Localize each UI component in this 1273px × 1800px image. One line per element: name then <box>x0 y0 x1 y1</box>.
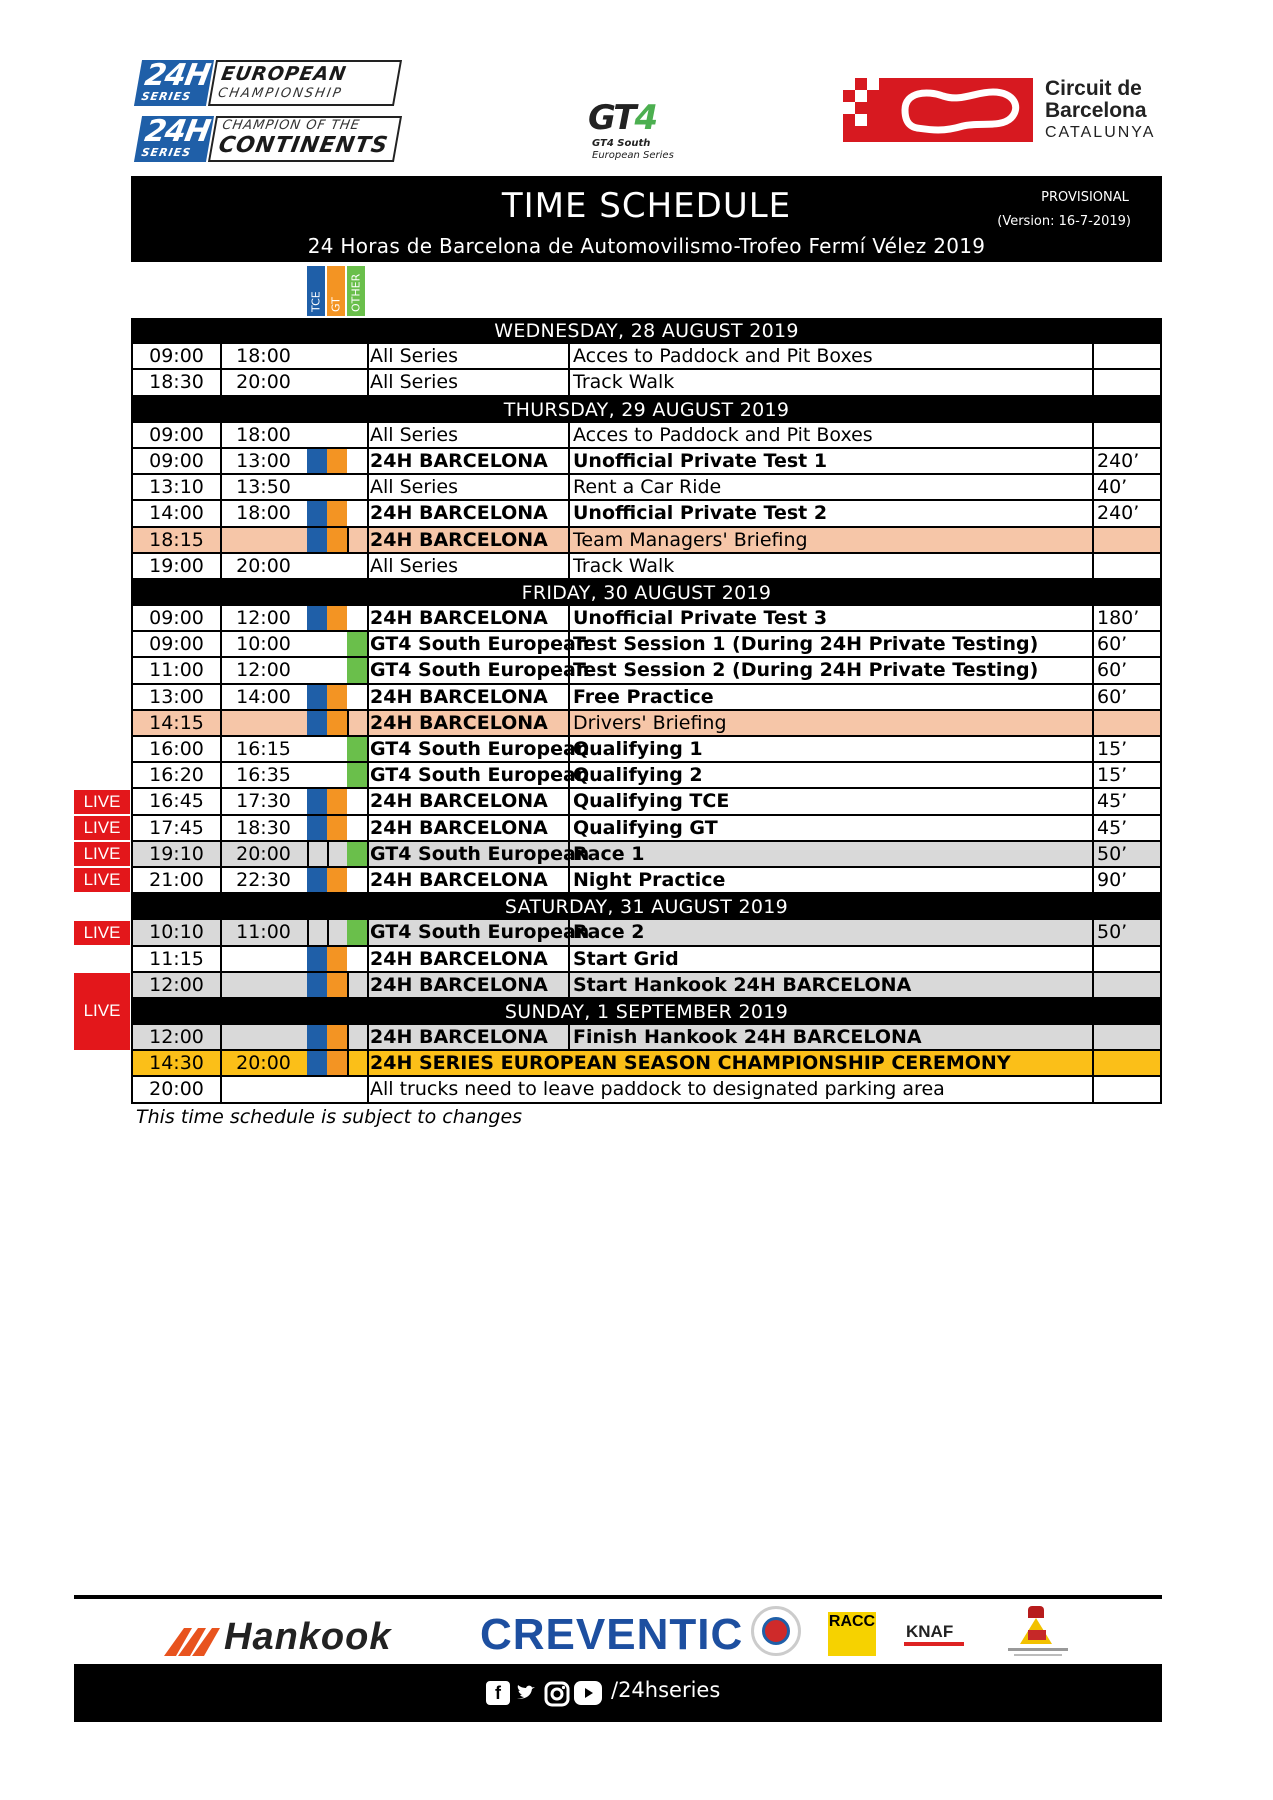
series-cell: GT4 South European <box>367 920 570 944</box>
activity-cell: Team Managers' Briefing <box>570 528 1094 552</box>
schedule-row <box>131 711 1162 737</box>
activity-cell: Test Session 1 (During 24H Private Testing) <box>570 632 1094 656</box>
series-cell: 24H BARCELONA <box>367 449 570 473</box>
gt4-mark: GT <box>588 98 635 138</box>
schedule-row <box>131 920 1162 946</box>
end-time: 20:00 <box>220 554 309 578</box>
category-tce-cell <box>307 632 329 656</box>
status-label: PROVISIONAL <box>1041 190 1129 205</box>
logo-badge-series: SERIES <box>140 146 193 159</box>
category-tce-cell <box>307 737 329 761</box>
category-other-cell <box>347 1025 369 1049</box>
duration-cell <box>1094 344 1160 368</box>
series-cell: 24H BARCELONA <box>367 606 570 630</box>
title-banner <box>131 176 1162 262</box>
creventic-logo: CREVENTIC <box>480 1610 744 1659</box>
series-cell: 24H BARCELONA <box>367 685 570 709</box>
schedule-row <box>131 475 1162 501</box>
start-time: 09:00 <box>133 344 222 368</box>
category-other-cell <box>347 685 369 709</box>
category-other-cell <box>347 554 369 578</box>
category-gt-cell <box>327 528 349 552</box>
duration-cell: 45’ <box>1097 816 1128 839</box>
end-time: 14:00 <box>220 685 309 709</box>
rfeda-logo-icon <box>1008 1606 1068 1658</box>
category-other-cell <box>347 423 369 447</box>
youtube-icon[interactable] <box>574 1681 602 1705</box>
category-other-cell <box>347 737 369 761</box>
category-tce-cell <box>307 501 329 525</box>
category-other-cell <box>347 632 369 656</box>
category-tce-cell <box>307 658 329 682</box>
schedule-row <box>131 973 1162 999</box>
social-handle: /24hseries <box>611 1678 721 1702</box>
category-tce-cell <box>307 370 329 394</box>
activity-cell: Track Walk <box>570 370 1094 394</box>
start-time: 16:45 <box>133 789 222 813</box>
category-tce-cell <box>307 920 329 944</box>
activity-cell: Unofficial Private Test 2 <box>570 501 1094 525</box>
duration-cell <box>1094 947 1160 971</box>
category-gt-cell <box>327 1051 349 1075</box>
start-time: 11:00 <box>133 658 222 682</box>
start-time: 14:00 <box>133 501 222 525</box>
duration-cell <box>1094 711 1160 735</box>
start-time: 14:30 <box>133 1051 222 1075</box>
track-outline-icon <box>843 78 1033 142</box>
activity-cell: Acces to Paddock and Pit Boxes <box>570 344 1094 368</box>
schedule-row <box>131 737 1162 763</box>
end-time: 18:00 <box>220 423 309 447</box>
category-gt-cell <box>327 423 349 447</box>
activity-cell: 24H SERIES EUROPEAN SEASON CHAMPIONSHIP CEREMONY <box>367 1051 1094 1075</box>
series-cell: All Series <box>367 554 570 578</box>
start-time: 09:00 <box>133 606 222 630</box>
activity-cell: All trucks need to leave paddock to designated parking area <box>367 1077 1094 1101</box>
start-time: 12:00 <box>133 1025 222 1049</box>
category-gt-cell <box>327 449 349 473</box>
activity-cell: Unofficial Private Test 1 <box>570 449 1094 473</box>
start-time: 18:15 <box>133 528 222 552</box>
category-gt-cell <box>327 554 349 578</box>
start-time: 17:45 <box>133 816 222 840</box>
champion-of-continents-logo <box>138 116 400 162</box>
category-gt-cell <box>327 920 349 944</box>
duration-cell <box>1094 1077 1160 1101</box>
duration-cell: 90’ <box>1097 868 1128 891</box>
category-other-cell <box>347 868 369 892</box>
category-header-other: OTHER <box>347 266 365 316</box>
schedule-row <box>131 528 1162 554</box>
end-time <box>220 711 309 735</box>
schedule-row <box>131 947 1162 973</box>
category-other-cell <box>347 763 369 787</box>
start-time: 14:15 <box>133 711 222 735</box>
24h-series-logo <box>138 60 400 164</box>
end-time <box>220 947 309 971</box>
activity-cell: Acces to Paddock and Pit Boxes <box>570 423 1094 447</box>
category-other-cell <box>347 842 369 866</box>
end-time <box>220 1025 309 1049</box>
category-gt-cell <box>327 344 349 368</box>
category-gt-cell <box>327 606 349 630</box>
schedule-row <box>131 1051 1162 1077</box>
schedule-row <box>131 763 1162 789</box>
day-header: FRIDAY, 30 AUGUST 2019 <box>131 580 1162 606</box>
series-cell: 24H BARCELONA <box>367 789 570 813</box>
circuit-flag-icon <box>843 78 1033 142</box>
live-badge: LIVE <box>74 842 130 866</box>
end-time: 18:00 <box>220 501 309 525</box>
category-other-cell <box>347 947 369 971</box>
schedule-row <box>131 423 1162 449</box>
end-time: 13:00 <box>220 449 309 473</box>
category-other-cell <box>347 816 369 840</box>
schedule-row <box>131 632 1162 658</box>
category-other-cell <box>347 449 369 473</box>
schedule-row <box>131 658 1162 684</box>
activity-cell: Rent a Car Ride <box>570 475 1094 499</box>
series-cell: 24H BARCELONA <box>367 947 570 971</box>
logo-badge-series: SERIES <box>140 90 193 103</box>
category-gt-cell <box>327 816 349 840</box>
duration-cell: 50’ <box>1097 842 1128 865</box>
category-other-cell <box>347 789 369 813</box>
series-cell: 24H BARCELONA <box>367 816 570 840</box>
logo-line-championship: CHAMPIONSHIP <box>216 86 344 101</box>
schedule-row <box>131 789 1162 815</box>
duration-cell <box>1094 554 1160 578</box>
start-time: 09:00 <box>133 632 222 656</box>
start-time: 12:00 <box>133 973 222 997</box>
activity-cell: Qualifying TCE <box>570 789 1094 813</box>
category-gt-cell <box>327 711 349 735</box>
category-gt-cell <box>327 658 349 682</box>
gt4-south-european-logo <box>588 98 698 164</box>
footer-divider <box>74 1595 1162 1599</box>
category-gt-cell <box>327 789 349 813</box>
activity-cell: Start Hankook 24H BARCELONA <box>570 973 1094 997</box>
schedule-note: This time schedule is subject to changes <box>136 1106 523 1128</box>
hankook-logo: Hankook <box>224 1616 392 1658</box>
activity-cell: Test Session 2 (During 24H Private Testing) <box>570 658 1094 682</box>
category-tce-cell <box>307 868 329 892</box>
end-time: 11:00 <box>220 920 309 944</box>
activity-cell: Finish Hankook 24H BARCELONA <box>570 1025 1094 1049</box>
category-other-cell <box>347 920 369 944</box>
activity-cell: Race 1 <box>570 842 1094 866</box>
series-cell: 24H BARCELONA <box>367 868 570 892</box>
category-tce-cell <box>307 1077 329 1101</box>
schedule-row <box>131 554 1162 580</box>
activity-cell: Track Walk <box>570 554 1094 578</box>
logo-badge-24h: 24H <box>142 58 213 93</box>
category-gt-cell <box>327 763 349 787</box>
category-tce-cell <box>307 842 329 866</box>
end-time: 20:00 <box>220 370 309 394</box>
duration-cell: 240’ <box>1097 449 1140 472</box>
start-time: 20:00 <box>133 1077 222 1101</box>
end-time: 16:35 <box>220 763 309 787</box>
activity-cell: Night Practice <box>570 868 1094 892</box>
instagram-icon[interactable] <box>544 1681 568 1705</box>
schedule-row <box>131 449 1162 475</box>
duration-cell: 50’ <box>1097 921 1128 944</box>
category-gt-cell <box>327 685 349 709</box>
duration-cell <box>1094 423 1160 447</box>
category-other-cell <box>347 344 369 368</box>
series-cell: 24H BARCELONA <box>367 528 570 552</box>
duration-cell: 240’ <box>1097 502 1140 525</box>
live-badge: LIVE <box>74 921 130 945</box>
start-time: 13:10 <box>133 475 222 499</box>
series-cell: GT4 South European <box>367 632 570 656</box>
series-cell: All Series <box>367 423 570 447</box>
duration-cell: 180’ <box>1097 607 1140 630</box>
activity-cell: Qualifying GT <box>570 816 1094 840</box>
activity-cell: Unofficial Private Test 3 <box>570 606 1094 630</box>
category-gt-cell <box>327 868 349 892</box>
gt4-mark-number: 4 <box>634 98 657 138</box>
duration-cell <box>1094 528 1160 552</box>
start-time: 16:00 <box>133 737 222 761</box>
category-gt-cell <box>327 475 349 499</box>
circuit-name-line-3: CATALUNYA <box>1045 124 1156 141</box>
duration-cell: 15’ <box>1097 738 1128 760</box>
gt4-sub-line-2: European Series <box>592 150 674 161</box>
schedule-row <box>131 606 1162 632</box>
duration-cell <box>1094 1051 1160 1075</box>
schedule-row <box>131 842 1162 868</box>
category-tce-cell <box>307 606 329 630</box>
category-other-cell <box>347 501 369 525</box>
category-tce-cell <box>307 449 329 473</box>
live-badge-race: LIVE <box>74 973 130 1050</box>
category-tce-cell <box>307 475 329 499</box>
duration-cell: 45’ <box>1097 790 1128 813</box>
activity-cell: Start Grid <box>570 947 1094 971</box>
sponsor-strip <box>74 1600 1162 1662</box>
duration-cell: 60’ <box>1097 633 1128 656</box>
logo-line-champion-of-the: CHAMPION OF THE <box>221 118 362 133</box>
category-tce-cell <box>307 1025 329 1049</box>
live-badge: LIVE <box>74 790 130 814</box>
schedule-row <box>131 501 1162 527</box>
start-time: 16:20 <box>133 763 222 787</box>
category-other-cell <box>347 528 369 552</box>
end-time: 18:00 <box>220 344 309 368</box>
category-tce-cell <box>307 711 329 735</box>
schedule-row <box>131 344 1162 370</box>
end-time: 18:30 <box>220 816 309 840</box>
hankook-flame-icon <box>162 1624 224 1658</box>
start-time: 19:10 <box>133 842 222 866</box>
duration-cell: 15’ <box>1097 764 1128 787</box>
series-cell: GT4 South European <box>367 737 570 761</box>
duration-cell <box>1094 1025 1160 1049</box>
category-header-gt: GT <box>327 266 345 316</box>
activity-cell: Race 2 <box>570 920 1094 944</box>
category-other-cell <box>347 1077 369 1101</box>
federation-seal-icon <box>751 1606 801 1656</box>
category-header-tce: TCE <box>307 266 325 316</box>
series-cell: 24H BARCELONA <box>367 973 570 997</box>
category-gt-cell <box>327 947 349 971</box>
twitter-icon[interactable] <box>514 1681 538 1705</box>
day-header: WEDNESDAY, 28 AUGUST 2019 <box>131 318 1162 344</box>
category-tce-cell <box>307 344 329 368</box>
series-cell: All Series <box>367 475 570 499</box>
category-gt-cell <box>327 1077 349 1101</box>
duration-cell: 60’ <box>1097 685 1128 708</box>
end-time: 10:00 <box>220 632 309 656</box>
day-header: SATURDAY, 31 AUGUST 2019 <box>131 894 1162 920</box>
end-time: 22:30 <box>220 868 309 892</box>
series-cell: 24H BARCELONA <box>367 711 570 735</box>
schedule-row <box>131 1077 1162 1103</box>
start-time: 10:10 <box>133 920 222 944</box>
live-badge: LIVE <box>74 816 130 840</box>
category-tce-cell <box>307 423 329 447</box>
category-tce-cell <box>307 947 329 971</box>
category-other-cell <box>347 1051 369 1075</box>
activity-cell: Qualifying 1 <box>570 737 1094 761</box>
logo-line-european: EUROPEAN <box>219 63 349 85</box>
schedule-row <box>131 685 1162 711</box>
european-championship-logo <box>138 60 400 106</box>
category-tce-cell <box>307 973 329 997</box>
category-other-cell <box>347 711 369 735</box>
schedule-row <box>131 868 1162 894</box>
category-tce-cell <box>307 763 329 787</box>
start-time: 19:00 <box>133 554 222 578</box>
day-header: THURSDAY, 29 AUGUST 2019 <box>131 397 1162 423</box>
end-time: 20:00 <box>220 1051 309 1075</box>
duration-cell <box>1094 973 1160 997</box>
knaf-logo: KNAF <box>906 1622 954 1641</box>
circuit-de-barcelona-logo <box>843 78 1163 144</box>
category-gt-cell <box>327 632 349 656</box>
knaf-underline <box>904 1642 964 1646</box>
category-tce-cell <box>307 685 329 709</box>
category-other-cell <box>347 973 369 997</box>
category-tce-cell <box>307 789 329 813</box>
end-time: 17:30 <box>220 789 309 813</box>
racc-logo: RACC <box>828 1612 876 1656</box>
end-time: 20:00 <box>220 842 309 866</box>
series-cell: 24H BARCELONA <box>367 1025 570 1049</box>
activity-cell: Free Practice <box>570 685 1094 709</box>
category-gt-cell <box>327 370 349 394</box>
activity-cell: Qualifying 2 <box>570 763 1094 787</box>
start-time: 11:15 <box>133 947 222 971</box>
end-time: 13:50 <box>220 475 309 499</box>
duration-cell <box>1094 370 1160 394</box>
event-subtitle: 24 Horas de Barcelona de Automovilismo-Trofeo Fermí Vélez 2019 <box>307 234 986 258</box>
category-other-cell <box>347 475 369 499</box>
category-tce-cell <box>307 528 329 552</box>
activity-cell: Drivers' Briefing <box>570 711 1094 735</box>
version-label: (Version: 16-7-2019) <box>997 214 1131 229</box>
category-gt-cell <box>327 501 349 525</box>
page-title: TIME SCHEDULE <box>501 186 792 226</box>
category-tce-cell <box>307 1051 329 1075</box>
series-cell: GT4 South European <box>367 658 570 682</box>
start-time: 09:00 <box>133 449 222 473</box>
circuit-name-line-2: Barcelona <box>1045 99 1147 122</box>
end-time: 12:00 <box>220 658 309 682</box>
start-time: 13:00 <box>133 685 222 709</box>
live-badge: LIVE <box>74 868 130 892</box>
category-tce-cell <box>307 816 329 840</box>
series-cell: 24H BARCELONA <box>367 501 570 525</box>
schedule-row <box>131 1025 1162 1051</box>
duration-cell: 40’ <box>1097 476 1128 499</box>
end-time <box>220 528 309 552</box>
schedule-table <box>131 318 1162 1104</box>
facebook-icon[interactable]: f <box>486 1681 510 1705</box>
series-cell: GT4 South European <box>367 842 570 866</box>
footer-social-bar <box>74 1664 1162 1722</box>
end-time <box>220 973 309 997</box>
end-time: 16:15 <box>220 737 309 761</box>
start-time: 09:00 <box>133 423 222 447</box>
logo-badge-24h: 24H <box>142 114 213 149</box>
category-gt-cell <box>327 973 349 997</box>
category-other-cell <box>347 606 369 630</box>
category-other-cell <box>347 370 369 394</box>
start-time: 18:30 <box>133 370 222 394</box>
logo-line-continents: CONTINENTS <box>216 133 391 158</box>
category-gt-cell <box>327 737 349 761</box>
start-time: 21:00 <box>133 868 222 892</box>
duration-cell: 60’ <box>1097 659 1128 682</box>
day-header: SUNDAY, 1 SEPTEMBER 2019 <box>131 999 1162 1025</box>
series-cell: All Series <box>367 370 570 394</box>
series-cell: All Series <box>367 344 570 368</box>
end-time: 12:00 <box>220 606 309 630</box>
series-cell: GT4 South European <box>367 763 570 787</box>
category-gt-cell <box>327 1025 349 1049</box>
gt4-sub-line-1: GT4 South <box>592 138 651 149</box>
circuit-name-line-1: Circuit de <box>1045 77 1142 100</box>
schedule-row <box>131 816 1162 842</box>
category-other-cell <box>347 658 369 682</box>
schedule-row <box>131 370 1162 396</box>
category-gt-cell <box>327 842 349 866</box>
end-time <box>220 1077 309 1101</box>
category-tce-cell <box>307 554 329 578</box>
